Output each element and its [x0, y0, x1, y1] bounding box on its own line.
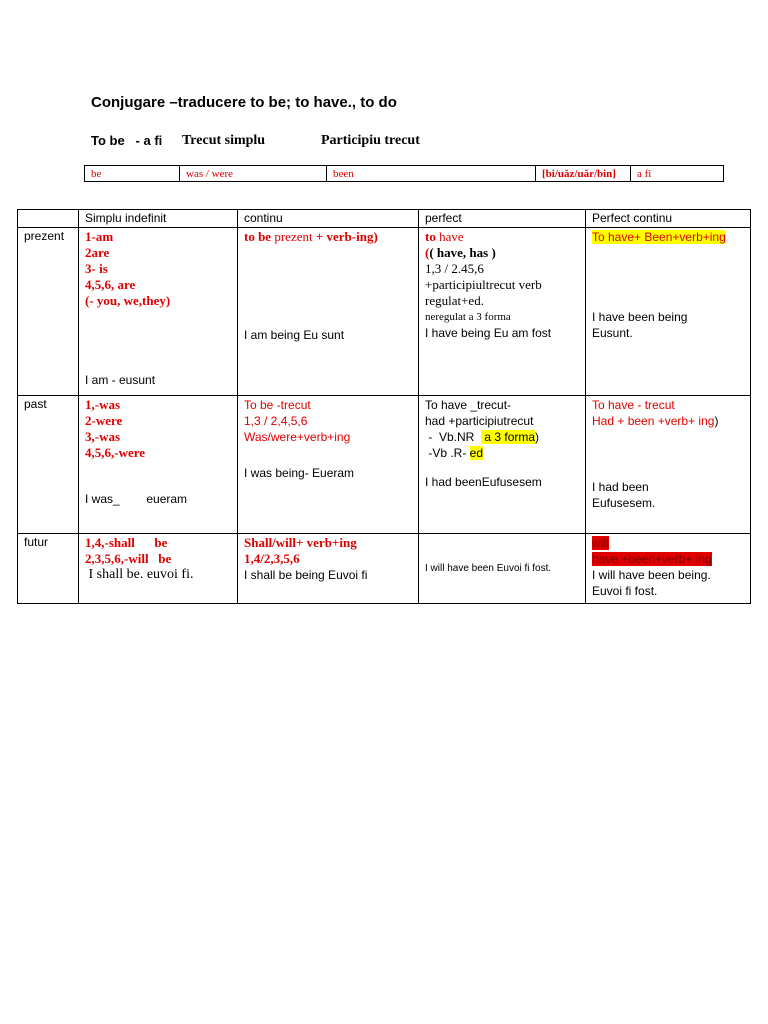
- prezent-simplu-5: (- you, we,they): [85, 293, 171, 308]
- page-title: Conjugare –traducere to be; to have., to do: [91, 94, 397, 111]
- past-perfect-l3c: ): [535, 430, 540, 444]
- prezent-perfect-example: I have being Eu am fost: [425, 326, 552, 340]
- row-futur: [18, 534, 751, 604]
- futur-pc-l1: will: [592, 536, 609, 550]
- past-pc-l1: To have - trecut: [592, 398, 675, 412]
- past-continu-l3: Was/were+verb+ing: [244, 430, 351, 444]
- past-pc-l2b: ): [714, 414, 719, 428]
- header-perfect: perfect: [419, 210, 586, 228]
- past-continu-l1: To be -trecut: [244, 398, 311, 412]
- past-simplu-1: 1,-was: [85, 397, 121, 412]
- past-perfect-l3b: a 3 forma: [481, 430, 536, 444]
- form-participle: been: [327, 166, 536, 182]
- prezent-perfect-l3: 1,3 / 2.45,6: [425, 261, 484, 276]
- subtitle-to-be: To be - a fi: [91, 133, 163, 148]
- form-translation: a fi: [631, 166, 724, 182]
- header-perfect-continu: Perfect continu: [586, 210, 751, 228]
- prezent-perfect: [419, 228, 586, 396]
- past-perfect-l4b: ed: [469, 446, 484, 460]
- label-prezent: prezent: [18, 228, 79, 396]
- past-simplu-2: 2-were: [85, 413, 123, 428]
- futur-pc-l4: Euvoi fi fost.: [592, 584, 658, 598]
- past-simplu-3: 3,-was: [85, 429, 121, 444]
- prezent-pc-l1: To have+ Been+verb+ing: [592, 230, 726, 244]
- past-simplu-example: I was_ eueram: [85, 492, 188, 506]
- conjugation-table: [17, 209, 751, 604]
- futur-perfect-l1: I will have been Euvoi fi fost.: [425, 562, 552, 574]
- subtitle-trecut-simplu: Trecut simplu: [182, 133, 266, 148]
- prezent-simplu-example: I am - eusunt: [85, 373, 156, 387]
- prezent-pc-example-2: Eusunt.: [592, 326, 633, 340]
- row-past: [18, 396, 751, 534]
- header-simplu-indefinit: Simplu indefinit: [79, 210, 238, 228]
- subtitle-participiu-trecut: Participiu trecut: [321, 133, 420, 148]
- past-pc-example-2: Eufusesem.: [592, 496, 656, 510]
- prezent-continu-b: prezent: [271, 229, 316, 244]
- prezent-perfect-to: to: [425, 229, 436, 244]
- prezent-perfect-l4: +participiultrecut verb: [425, 277, 542, 292]
- prezent-continu-example: I am being Eu sunt: [244, 328, 345, 342]
- header-row: [18, 210, 751, 228]
- futur-continu-l1: Shall/will+ verb+ing: [244, 535, 357, 550]
- past-pc-l2: Had + been +verb+ ing: [592, 414, 715, 428]
- prezent-continu-a: to be: [244, 229, 272, 244]
- prezent-simplu-2: 2are: [85, 245, 110, 260]
- past-perfect-continu: [586, 396, 751, 534]
- header-empty: [18, 210, 79, 228]
- prezent-perfect-l5: regulat+ed.: [425, 293, 484, 308]
- form-past: was / were: [180, 166, 327, 182]
- past-perfect: [419, 396, 586, 534]
- prezent-simplu: [79, 228, 238, 396]
- past-perfect-l2: had +participiutrecut: [425, 414, 534, 428]
- prezent-perfect-have-has: (( have, has ): [425, 245, 496, 260]
- futur-perfect: [419, 534, 586, 604]
- verb-forms-row: [85, 166, 724, 182]
- past-perfect-example: I had beenEufusesem: [425, 475, 542, 489]
- futur-pc-l3: I will have been being.: [592, 568, 711, 582]
- header-continu: continu: [238, 210, 419, 228]
- prezent-pc-example-1: I have been being: [592, 310, 688, 324]
- form-infinitive: be: [85, 166, 180, 182]
- past-continu: [238, 396, 419, 534]
- past-continu-example: I was being- Eueram: [244, 466, 355, 480]
- prezent-simplu-3: 3- is: [85, 261, 108, 276]
- past-simplu: [79, 396, 238, 534]
- prezent-simplu-1: 1-am: [85, 229, 114, 244]
- futur-simplu-l2: 2,3,5,6,-will be: [85, 551, 172, 566]
- prezent-simplu-4: 4,5,6, are: [85, 277, 136, 292]
- futur-pc-l2: have +been+verb+ ing: [592, 552, 712, 566]
- futur-simplu: [79, 534, 238, 604]
- prezent-continu-c: + verb-ing): [315, 229, 378, 244]
- futur-simplu-l3: I shall be. euvoi fi.: [85, 567, 194, 582]
- prezent-perfect-have: have: [435, 229, 464, 244]
- prezent-perfect-l6: neregulat a 3 forma: [425, 311, 511, 323]
- futur-continu: [238, 534, 419, 604]
- futur-continu-l3: I shall be being Euvoi fi: [244, 568, 368, 582]
- row-prezent: [18, 228, 751, 396]
- past-perfect-l3a: - Vb.NR: [425, 430, 482, 444]
- prezent-perfect-continu: [586, 228, 751, 396]
- futur-simplu-l1: 1,4,-shall be: [85, 535, 168, 550]
- futur-continu-l2: 1,4/2,3,5,6: [244, 551, 300, 566]
- past-continu-l2: 1,3 / 2,4,5,6: [244, 414, 308, 428]
- verb-forms-table: [84, 165, 724, 182]
- past-perfect-l1: To have _trecut-: [425, 398, 512, 412]
- form-pronunciation: [bi/uăz/uăr/bin]: [536, 166, 631, 182]
- past-perfect-l4a: -Vb .R-: [425, 446, 470, 460]
- label-past: past: [18, 396, 79, 534]
- futur-perfect-continu: [586, 534, 751, 604]
- label-futur: futur: [18, 534, 79, 604]
- past-pc-example-1: I had been: [592, 480, 649, 494]
- prezent-continu: [238, 228, 419, 396]
- past-simplu-4: 4,5,6,-were: [85, 445, 146, 460]
- prezent-perfect-l2: ( have, has ): [429, 245, 496, 260]
